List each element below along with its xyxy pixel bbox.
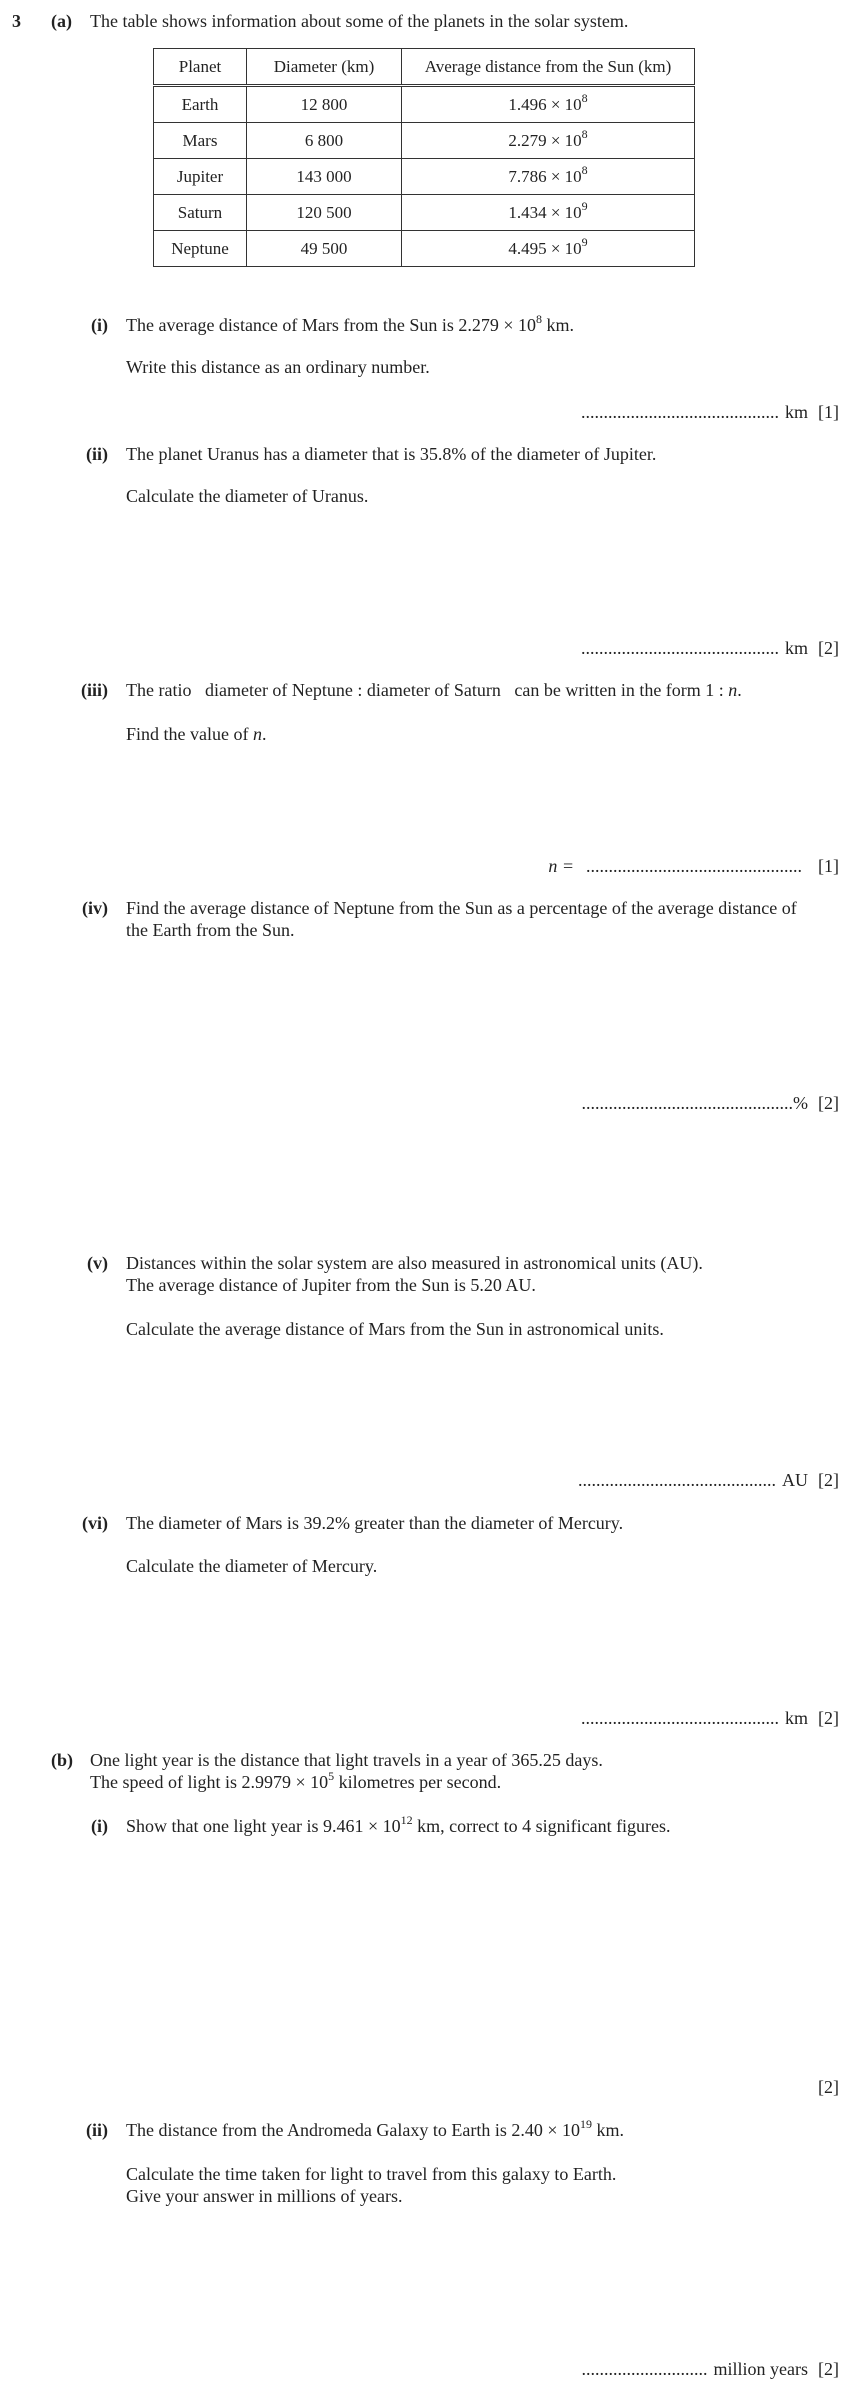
cell-planet: Jupiter — [154, 159, 247, 195]
marks: [1] — [818, 402, 839, 422]
table-row — [154, 231, 695, 267]
part-a-ii-label: (ii) — [86, 444, 108, 464]
distance-exponent: 9 — [581, 234, 588, 249]
part-a-v-instruction: Calculate the average distance of Mars from the Sun in astronomical units. — [126, 1319, 664, 1339]
part-a-v-label: (v) — [87, 1253, 108, 1273]
cell-planet: Mars — [154, 123, 247, 159]
cell-diameter: 6 800 — [247, 123, 402, 159]
part-a-v-question-line1: Distances within the solar system are also measured in astronomical units (AU). — [126, 1253, 703, 1273]
part-b-i-marks: [2] — [818, 2077, 839, 2097]
cell-distance: $4.495 \times 10^9$ — [402, 231, 695, 267]
cell-diameter: 49 500 — [247, 231, 402, 267]
cell-distance: $1.496 \times 10^8$ — [402, 86, 695, 123]
part-b-ii-answer-line[interactable]: ............................ million years [2] — [581, 2359, 839, 2379]
table-row — [154, 159, 695, 195]
distance-exponent: 8 — [581, 126, 588, 141]
marks: [2] — [818, 1708, 839, 1728]
distance-mantissa: 1.434 — [508, 202, 547, 222]
part-a-v-question-line2: The average distance of Jupiter from the Sun is 5.20 AU. — [126, 1275, 536, 1295]
part-a-iv-answer-line[interactable]: ...............................................% [2] — [581, 1093, 839, 1113]
part-a-ii-question: The planet Uranus has a diameter that is 35.8% of the diameter of Jupiter. — [126, 444, 657, 464]
distance-exponent: 9 — [581, 198, 588, 213]
table-row — [154, 123, 695, 159]
part-a-i-question: The average distance of Mars from the Sun is $2.279 \times 10^8$ km. — [126, 312, 575, 335]
part-a-vi-answer-line[interactable]: ............................................ km [2] — [580, 1708, 839, 1728]
cell-distance: $7.786 \times 10^8$ — [402, 159, 695, 195]
part-a-iii-answer-line[interactable]: n = ................................................ [1] — [548, 856, 839, 876]
part-a-i-instruction: Write this distance as an ordinary number. — [126, 357, 430, 377]
part-a-i-label: (i) — [91, 315, 108, 335]
question-number: 3 — [12, 11, 21, 31]
header-distance: Average distance from the Sun (km) — [402, 49, 695, 86]
marks: [2] — [818, 638, 839, 658]
part-a-label: (a) — [51, 11, 72, 31]
part-b-i-question: Show that one light year is $9.461 \times 10^{12}$ km, correct to 4 significant figures. — [126, 1813, 671, 1836]
table-row — [154, 86, 695, 123]
marks: [2] — [818, 2359, 839, 2379]
cell-planet: Earth — [154, 86, 247, 123]
table-row — [154, 195, 695, 231]
distance-mantissa: 2.279 — [508, 130, 547, 150]
part-b-i-label: (i) — [91, 1816, 108, 1836]
marks: [2] — [818, 1093, 839, 1113]
header-planet: Planet — [154, 49, 247, 86]
part-b-label: (b) — [51, 1750, 73, 1770]
part-a-vi-question: The diameter of Mars is 39.2% greater than the diameter of Mercury. — [126, 1513, 624, 1533]
part-b-text-line1: One light year is the distance that light travels in a year of 365.25 days. — [90, 1750, 603, 1770]
cell-planet: Saturn — [154, 195, 247, 231]
part-a-iii-question: The ratio diameter of Neptune : diameter of Saturn can be written in the form 1 : n. — [126, 680, 742, 700]
part-a-ii-instruction: Calculate the diameter of Uranus. — [126, 486, 369, 506]
part-b-ii-instruction-line1: Calculate the time taken for light to travel from this galaxy to Earth. — [126, 2164, 617, 2184]
distance-exponent: 8 — [581, 90, 588, 105]
distance-exponent: 8 — [581, 162, 588, 177]
distance-mantissa: 7.786 — [508, 166, 547, 186]
cell-diameter: 12 800 — [247, 86, 402, 123]
part-a-vi-label: (vi) — [82, 1513, 108, 1533]
part-a-iii-label: (iii) — [81, 680, 108, 700]
part-a-iv-question-line1: Find the average distance of Neptune from the Sun as a percentage of the average distance of — [126, 898, 797, 918]
part-a-iv-label: (iv) — [82, 898, 108, 918]
table-header-row — [154, 49, 695, 86]
planet-table — [153, 48, 695, 267]
answer-prefix: n = — [548, 856, 574, 876]
cell-diameter: 143 000 — [247, 159, 402, 195]
part-a-i-answer-line[interactable]: ............................................ km [1] — [580, 402, 839, 422]
cell-distance: $2.279 \times 10^8$ — [402, 123, 695, 159]
part-a-ii-answer-line[interactable]: ............................................ km [2] — [580, 638, 839, 658]
header-diameter: Diameter (km) — [247, 49, 402, 86]
cell-diameter: 120 500 — [247, 195, 402, 231]
distance-mantissa: 4.495 — [508, 238, 547, 258]
cell-planet: Neptune — [154, 231, 247, 267]
distance-mantissa: 1.496 — [508, 94, 547, 114]
part-a-intro: The table shows information about some of the planets in the solar system. — [90, 11, 629, 31]
cell-distance: $1.434 \times 10^9$ — [402, 195, 695, 231]
marks: [2] — [818, 1470, 839, 1490]
part-a-v-answer-line[interactable]: ............................................ AU [2] — [578, 1470, 839, 1490]
part-b-ii-label: (ii) — [86, 2120, 108, 2140]
part-a-vi-instruction: Calculate the diameter of Mercury. — [126, 1556, 378, 1576]
part-a-iii-instruction: Find the value of n. — [126, 724, 267, 744]
part-b-text-line2: The speed of light is $2.9979 \times 10^5$ kilometres per second. — [90, 1769, 502, 1792]
part-b-ii-question: The distance from the Andromeda Galaxy to Earth is $2.40 \times 10^{19}$ km. — [126, 2117, 625, 2140]
marks: [1] — [818, 856, 839, 876]
part-b-ii-instruction-line2: Give your answer in millions of years. — [126, 2186, 403, 2206]
part-a-iv-question-line2: the Earth from the Sun. — [126, 920, 295, 940]
